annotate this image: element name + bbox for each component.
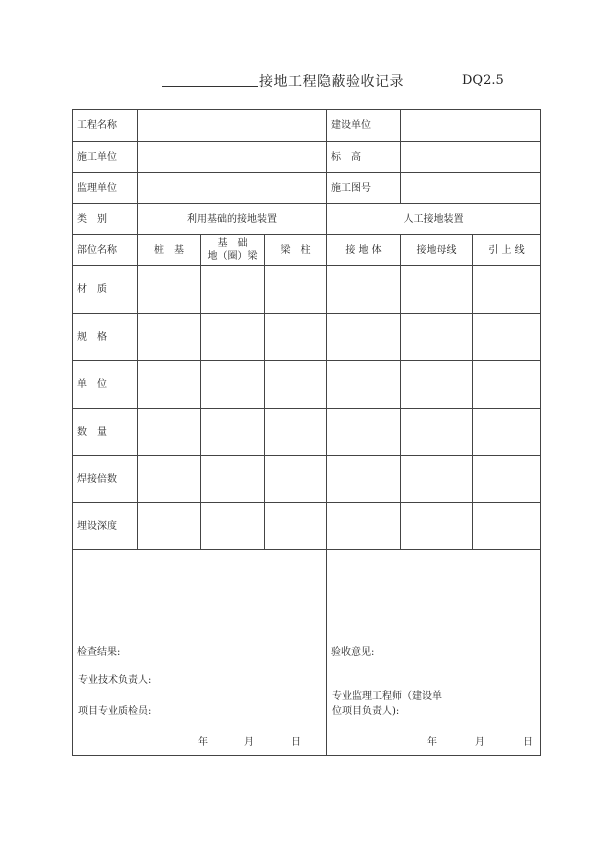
cell[interactable] bbox=[265, 314, 327, 361]
form-code: DQ2.5 bbox=[462, 73, 504, 88]
cell[interactable] bbox=[401, 314, 473, 361]
table-row bbox=[73, 409, 541, 456]
col-ground-beam bbox=[201, 235, 265, 266]
cell[interactable] bbox=[265, 456, 327, 503]
page-title: 接地工程隐蔽验收记录 bbox=[259, 74, 404, 90]
cell[interactable] bbox=[201, 503, 265, 550]
acceptance-opinion-block[interactable] bbox=[327, 550, 541, 756]
cell[interactable] bbox=[201, 361, 265, 409]
elevation-value[interactable] bbox=[401, 142, 541, 173]
drawing-no-value[interactable] bbox=[401, 173, 541, 204]
col-beam-column: 梁 柱 bbox=[265, 235, 327, 266]
cell[interactable] bbox=[201, 409, 265, 456]
cell[interactable] bbox=[327, 314, 401, 361]
elevation-label-text: 标 高 bbox=[331, 151, 361, 163]
builder-value[interactable] bbox=[401, 110, 541, 142]
cell[interactable] bbox=[201, 314, 265, 361]
cell[interactable] bbox=[327, 361, 401, 409]
category-foundation: 利用基础的接地装置 bbox=[138, 204, 327, 235]
project-name-value[interactable] bbox=[138, 110, 327, 142]
cell[interactable] bbox=[138, 503, 201, 550]
col-part-name: 部位名称 bbox=[73, 235, 138, 266]
cell[interactable] bbox=[138, 361, 201, 409]
acceptance-year: 年 bbox=[427, 737, 437, 748]
col-busbar: 接地母线 bbox=[401, 235, 473, 266]
cell[interactable] bbox=[138, 266, 201, 314]
inspection-day: 日 bbox=[291, 737, 301, 748]
cell[interactable] bbox=[473, 456, 541, 503]
inspection-result-label: 检查结果: bbox=[77, 647, 121, 658]
acceptance-month: 月 bbox=[475, 737, 485, 748]
category-artificial: 人工接地装置 bbox=[327, 204, 541, 235]
row-supervision bbox=[73, 173, 541, 204]
cell[interactable] bbox=[265, 503, 327, 550]
row-signatures bbox=[73, 550, 541, 756]
table-row bbox=[73, 456, 541, 503]
cell[interactable] bbox=[473, 409, 541, 456]
col-pile: 桩 基 bbox=[138, 235, 201, 266]
col-electrode: 接 地 体 bbox=[327, 235, 401, 266]
cell[interactable] bbox=[327, 503, 401, 550]
cell[interactable] bbox=[327, 266, 401, 314]
project-name-label: 工程名称 bbox=[73, 110, 138, 142]
inspection-year: 年 bbox=[198, 737, 208, 748]
elevation-label bbox=[327, 142, 401, 173]
tech-lead-label: 专业技术负责人: bbox=[78, 675, 152, 686]
table-row bbox=[73, 314, 541, 361]
cell[interactable] bbox=[201, 266, 265, 314]
cell[interactable] bbox=[265, 361, 327, 409]
cell[interactable] bbox=[401, 456, 473, 503]
drawing-no-label: 施工图号 bbox=[327, 173, 401, 204]
cell[interactable] bbox=[201, 456, 265, 503]
row-project bbox=[73, 110, 541, 142]
supervision-unit-value[interactable] bbox=[138, 173, 327, 204]
inspection-month: 月 bbox=[244, 737, 254, 748]
construction-unit-value[interactable] bbox=[138, 142, 327, 173]
row-label-weld-multiple: 焊接倍数 bbox=[73, 456, 138, 503]
cell[interactable] bbox=[265, 409, 327, 456]
row-label-burial-depth: 埋设深度 bbox=[73, 503, 138, 550]
cell[interactable] bbox=[401, 409, 473, 456]
inspection-form-table bbox=[72, 109, 541, 756]
table-row bbox=[73, 266, 541, 314]
builder-label: 建设单位 bbox=[327, 110, 401, 142]
table-row bbox=[73, 503, 541, 550]
cell[interactable] bbox=[473, 314, 541, 361]
cell[interactable] bbox=[265, 266, 327, 314]
row-label-unit: 单 位 bbox=[73, 361, 138, 409]
cell[interactable] bbox=[473, 361, 541, 409]
cell[interactable] bbox=[327, 409, 401, 456]
cell[interactable] bbox=[401, 361, 473, 409]
col-ground-beam-top: 基 础 bbox=[217, 238, 248, 249]
acceptance-opinion-label: 验收意见: bbox=[331, 647, 375, 658]
cell[interactable] bbox=[138, 409, 201, 456]
row-label-material: 材 质 bbox=[73, 266, 138, 314]
supervisor-label-line1: 专业监理工程师（建设单 bbox=[332, 691, 442, 702]
acceptance-day: 日 bbox=[523, 737, 533, 748]
supervision-unit-label: 监理单位 bbox=[73, 173, 138, 204]
cell[interactable] bbox=[327, 456, 401, 503]
cell[interactable] bbox=[401, 503, 473, 550]
table-row bbox=[73, 361, 541, 409]
row-column-headers bbox=[73, 235, 541, 266]
cell[interactable] bbox=[473, 503, 541, 550]
row-label-spec: 规 格 bbox=[73, 314, 138, 361]
col-down-lead: 引 上 线 bbox=[473, 235, 541, 266]
title-underline bbox=[162, 86, 258, 87]
col-ground-beam-bottom: 地（圈）梁 bbox=[207, 251, 258, 262]
cell[interactable] bbox=[138, 456, 201, 503]
construction-unit-label: 施工单位 bbox=[73, 142, 138, 173]
cell[interactable] bbox=[138, 314, 201, 361]
cell[interactable] bbox=[401, 266, 473, 314]
quality-inspector-label: 项目专业质检员: bbox=[78, 706, 152, 717]
category-label: 类 别 bbox=[73, 204, 138, 235]
inspection-result-block[interactable] bbox=[73, 550, 327, 756]
supervisor-label-line2: 位项目负责人): bbox=[332, 706, 400, 717]
row-label-quantity: 数 量 bbox=[73, 409, 138, 456]
cell[interactable] bbox=[473, 266, 541, 314]
row-construction bbox=[73, 142, 541, 173]
row-category bbox=[73, 204, 541, 235]
